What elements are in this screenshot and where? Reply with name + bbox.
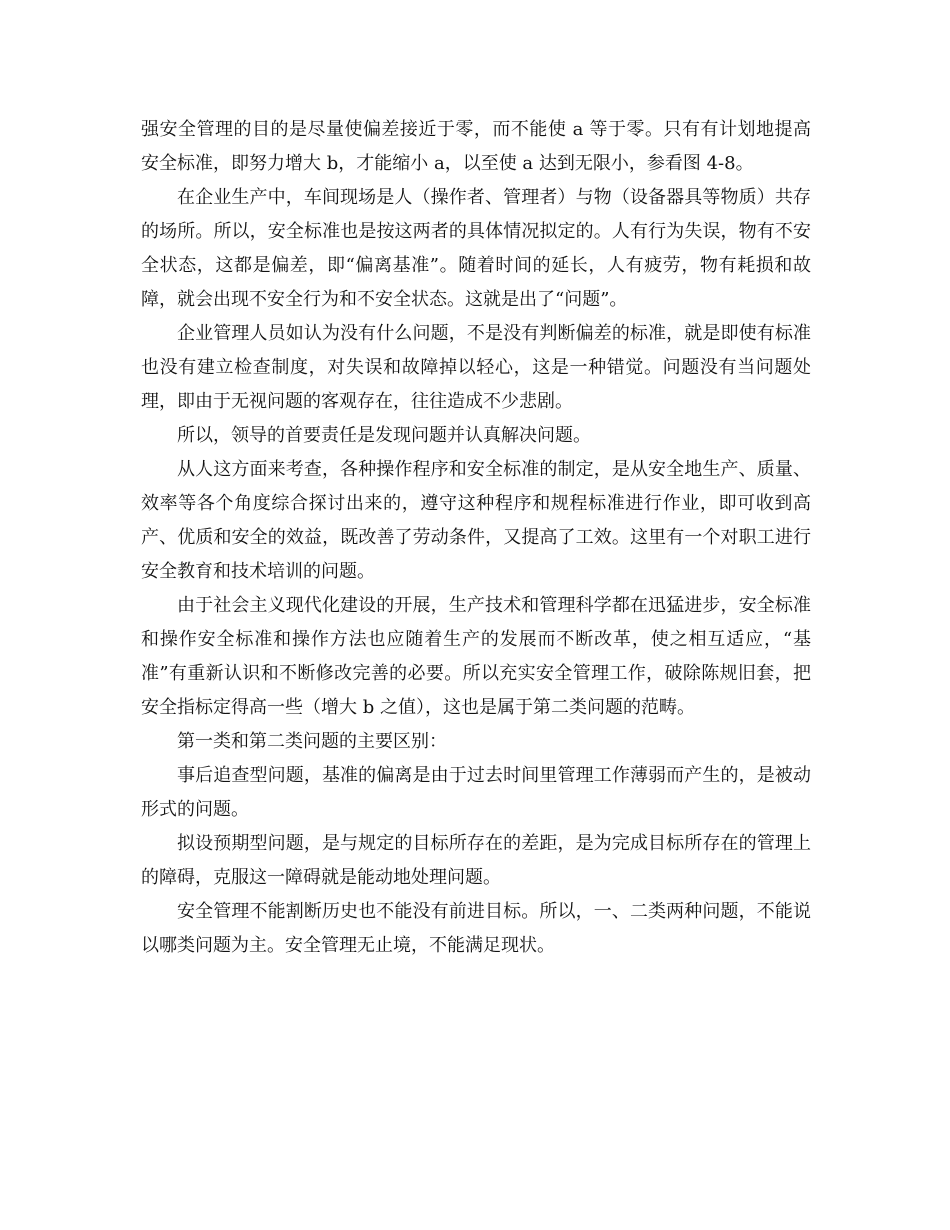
paragraph: 企业管理人员如认为没有什么问题，不是没有判断偏差的标准，就是即使有标准也没有建立检查制度，对失误和故障掉以轻心，这是一种错觉。问题没有当问题处理，即由于无视问题的客观存在，往往造成不少悲剧。 bbox=[141, 323, 811, 412]
paragraph: 所以，领导的首要责任是发现问题并认真解决问题。 bbox=[177, 425, 591, 446]
document-body bbox=[141, 113, 811, 963]
paragraph-continuation: 强安全管理的目的是尽量使偏差接近于零，而不能使 a 等于零。只有有计划地提高安全标准，即努力增大 b，才能缩小 a，以至使 a 达到无限小，参看图 4-8。 bbox=[141, 119, 811, 174]
paragraph: 事后追查型问题，基准的偏离是由于过去时间里管理工作薄弱而产生的，是被动形式的问题。 bbox=[141, 765, 811, 820]
paragraph: 由于社会主义现代化建设的开展，生产技术和管理科学都在迅猛进步，安全标准和操作安全标准和操作方法也应随着生产的发展而不断改革，使之相互适应，“基准”有重新认识和不断修改完善的必要。所以充实安全管理工作，破除陈规旧套，把安全指标定得高一些（增大 b 之值），这也是属于第二类问题的范畴。 bbox=[141, 595, 811, 718]
paragraph: 在企业生产中，车间现场是人（操作者、管理者）与物（设备器具等物质）共存的场所。所以，安全标准也是按这两者的具体情况拟定的。人有行为失误，物有不安全状态，这都是偏差，即“偏离基准”。随着时间的延长，人有疲劳，物有耗损和故障，就会出现不安全行为和不安全状态。这就是出了“问题”。 bbox=[141, 187, 811, 310]
paragraph: 安全管理不能割断历史也不能没有前进目标。所以，一、二类两种问题，不能说以哪类问题为主。安全管理无止境，不能满足现状。 bbox=[141, 901, 811, 956]
paragraph: 拟设预期型问题，是与规定的目标所存在的差距，是为完成目标所存在的管理上的障碍，克服这一障碍就是能动地处理问题。 bbox=[141, 833, 811, 888]
paragraph: 从人这方面来考查，各种操作程序和安全标准的制定，是从安全地生产、质量、效率等各个角度综合探讨出来的，遵守这种程序和规程标准进行作业，即可收到高产、优质和安全的效益，既改善了劳动条件，又提高了工效。这里有一个对职工进行安全教育和技术培训的问题。 bbox=[141, 459, 811, 582]
paragraph: 第一类和第二类问题的主要区别： bbox=[177, 731, 447, 752]
